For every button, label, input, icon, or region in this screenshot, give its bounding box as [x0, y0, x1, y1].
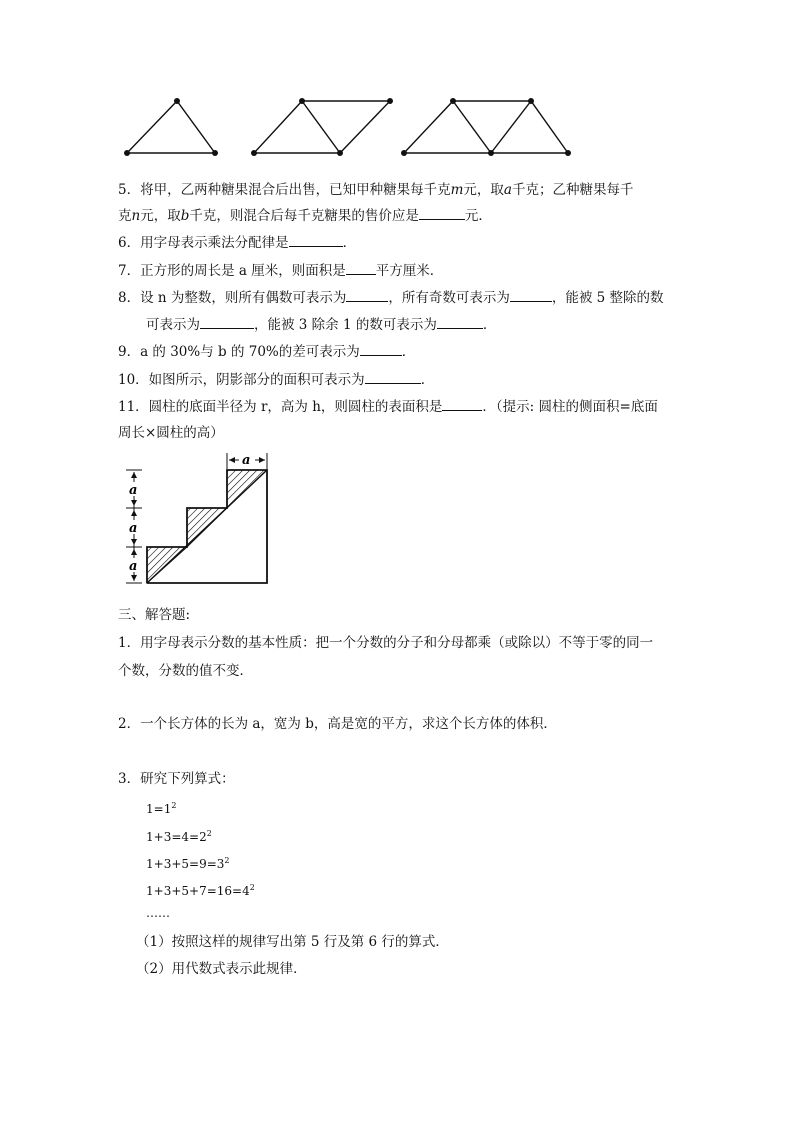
answer-blank[interactable] — [200, 315, 254, 329]
question-5-line-2: 克n元，取b千克，则混合后每千克糖果的售价应是 元． — [118, 208, 492, 224]
answer-blank[interactable] — [365, 370, 421, 384]
problem-3-title: 3．研究下列算式： — [118, 771, 235, 787]
staircase-figure — [112, 445, 312, 595]
equation-4: $1+3+5+7=16=4^2$ — [146, 883, 255, 898]
label-a-left-1: a — [129, 483, 138, 498]
problem-2: 2．一个长方体的长为 a，宽为 b，高是宽的平方，求这个长方体的体积． — [118, 716, 557, 732]
ellipsis: …… — [146, 906, 170, 920]
question-6: 6．用字母表示乘法分配律是 ． — [118, 235, 357, 251]
label-a-left-3: a — [129, 559, 138, 574]
question-11-line-1: 11．圆柱的底面半径为 r，高为 h，则圆柱的表面积是 ．（提示: 圆柱的侧面积=底面 — [118, 399, 658, 415]
problem-1-line-1: 1．用字母表示分数的基本性质：把一个分数的分子和分母都乘（或除以）不等于零的同一 — [118, 635, 654, 651]
equation-3: $1+3+5=9=3^2$ — [146, 856, 230, 871]
answer-blank[interactable] — [442, 397, 482, 411]
figure-two-triangles — [254, 101, 390, 153]
answer-blank[interactable] — [419, 206, 465, 220]
question-9: 9．a 的 30%与 b 的 70%的差可表示为 ． — [118, 344, 416, 360]
question-8-line-2: 可表示为 ，能被 3 除余 1 的数可表示为 ． — [146, 317, 497, 333]
problem-1-line-2: 个数，分数的值不变． — [118, 663, 253, 679]
answer-blank[interactable] — [289, 233, 343, 247]
question-8-line-1: 8．设 n 为整数，则所有偶数可表示为 ，所有奇数可表示为 ，能被 5 整除的数 — [118, 290, 664, 306]
question-5-line-1: 5．将甲，乙两种糖果混合后出售，已知甲种糖果每千克m元，取a千克；乙种糖果每千 — [118, 182, 634, 198]
question-11-line-2: 周长×圆柱的高） — [118, 425, 224, 441]
label-a-left-2: a — [129, 521, 138, 536]
answer-blank[interactable] — [346, 288, 388, 302]
label-a-top: a — [242, 453, 251, 468]
equation-1: $1=1^2$ — [146, 801, 177, 816]
triangle-figures — [0, 0, 794, 170]
equation-2: $1+3=4=2^2$ — [146, 829, 212, 844]
problem-3-sub-2: （2）用代数式表示此规律． — [136, 961, 307, 977]
section-title: 三、解答题: — [118, 607, 191, 623]
answer-blank[interactable] — [360, 342, 402, 356]
question-10: 10．如图所示，阴影部分的面积可表示为 ． — [118, 372, 435, 388]
figure-one-triangle — [127, 101, 215, 153]
answer-blank[interactable] — [437, 315, 483, 329]
problem-3-sub-1: （1）按照这样的规律写出第 5 行及第 6 行的算式． — [136, 934, 449, 950]
question-7: 7．正方形的周长是 a 厘米，则面积是 平方厘米． — [118, 263, 444, 279]
answer-blank[interactable] — [510, 288, 552, 302]
answer-blank[interactable] — [346, 261, 376, 275]
